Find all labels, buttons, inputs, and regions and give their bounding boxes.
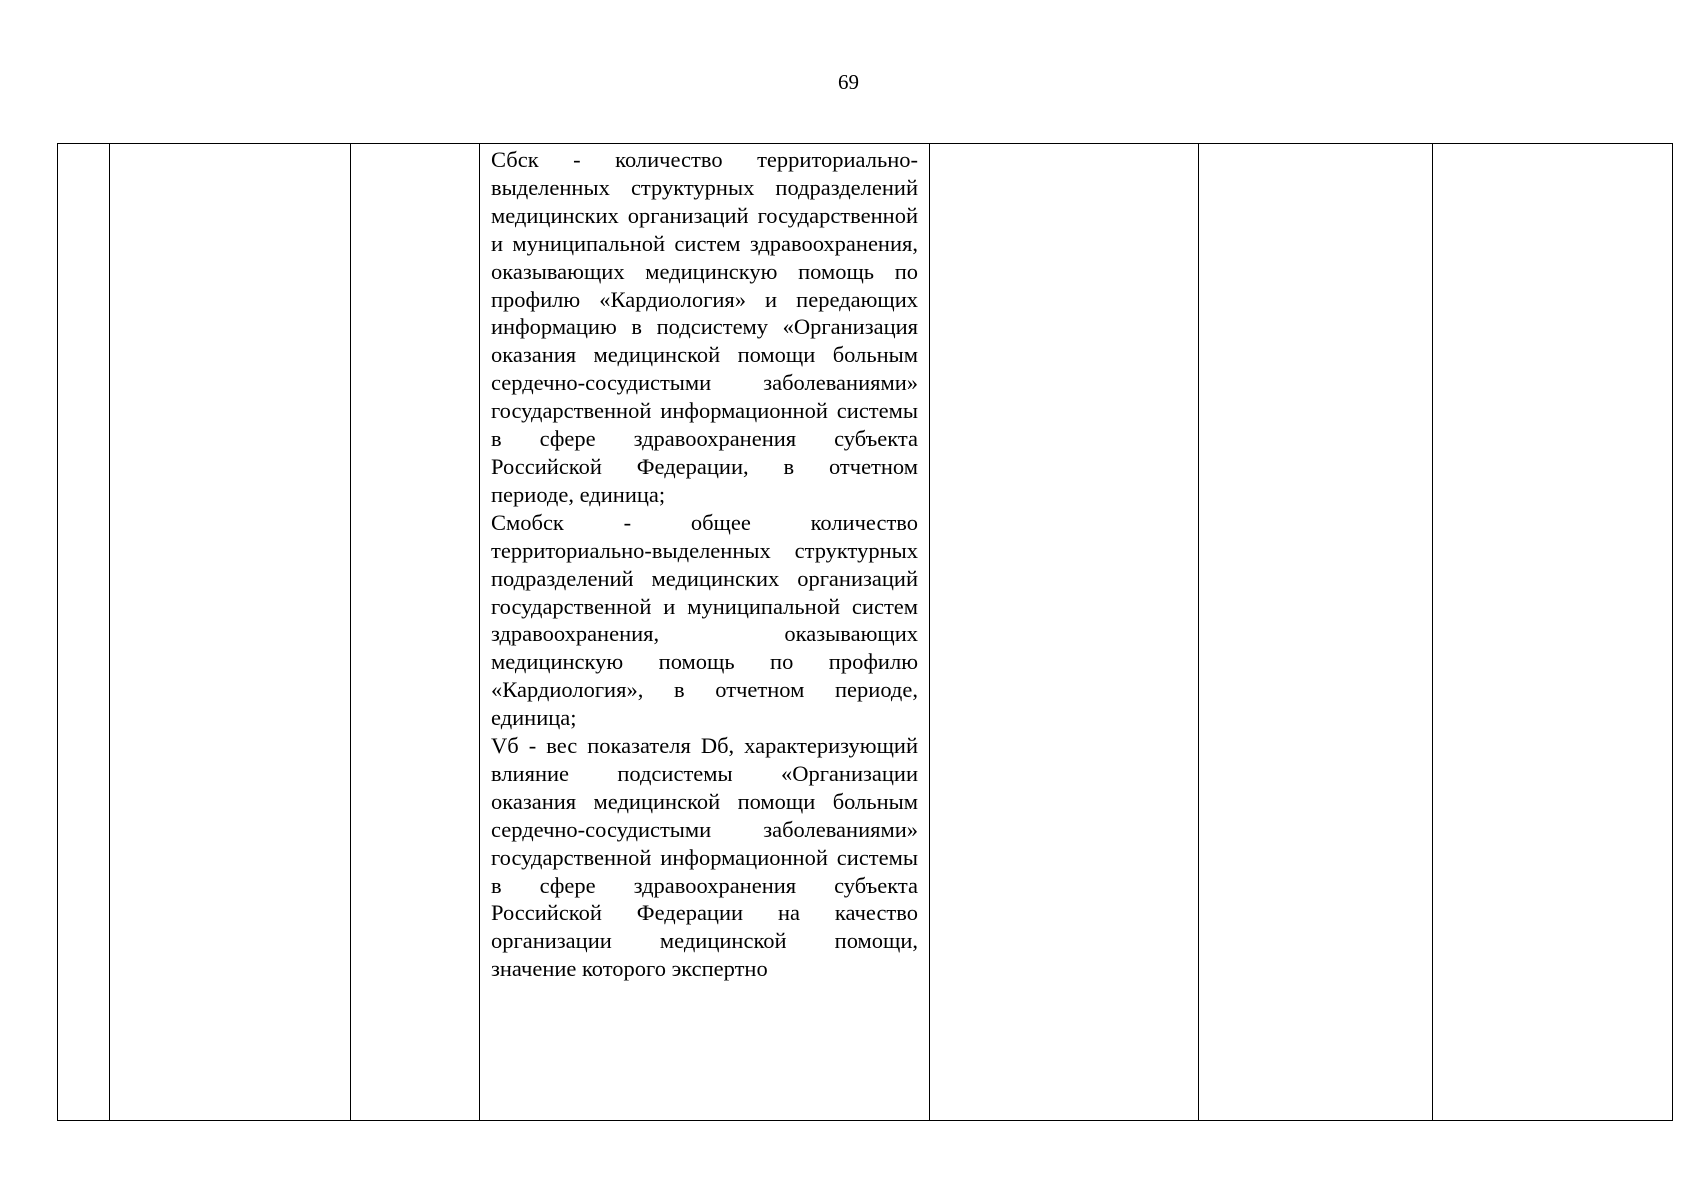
table-cell-1 <box>58 144 110 1121</box>
table-cell-methodology <box>480 144 930 1121</box>
table-cell-6 <box>1199 144 1433 1121</box>
table-cell-5 <box>930 144 1199 1121</box>
paragraph-vb-definition: Vб - вес показателя Dб, характеризующий влияние подсистемы «Организации оказания медицинской помощи больным сердечно-сосудистыми заболеваниями» государственной информационной системы в сфере здравоохранения субъекта Российской Федерации на качество организации медицинской помощи, значение которого экспертно <box>491 733 918 982</box>
table-row <box>58 144 1673 1121</box>
table-cell-3 <box>351 144 480 1121</box>
page-number: 69 <box>838 70 859 94</box>
paragraph-sbsk-definition: Сбск - количество территориально-выделенных структурных подразделений медицинских организаций государственной и муниципальной систем здравоохранения, оказывающих медицинскую помощь по профилю «Кардиология» и передающих информацию в подсистему «Организация оказания медицинской помощи больным сердечно-сосудистыми заболеваниями» государственной информационной системы в сфере здравоохранения субъекта Российской Федерации, в отчетном периоде, единица; <box>491 147 918 507</box>
paragraph-smobsk-definition: Смобск - общее количество территориально-выделенных структурных подразделений медицинских организаций государственной и муниципальной систем здравоохранения, оказывающих медицинскую помощь по профилю «Кардиология», в отчетном периоде, единица; <box>491 509 918 731</box>
indicator-table <box>57 143 1673 1121</box>
table-cell-7 <box>1433 144 1673 1121</box>
table-cell-2 <box>110 144 351 1121</box>
